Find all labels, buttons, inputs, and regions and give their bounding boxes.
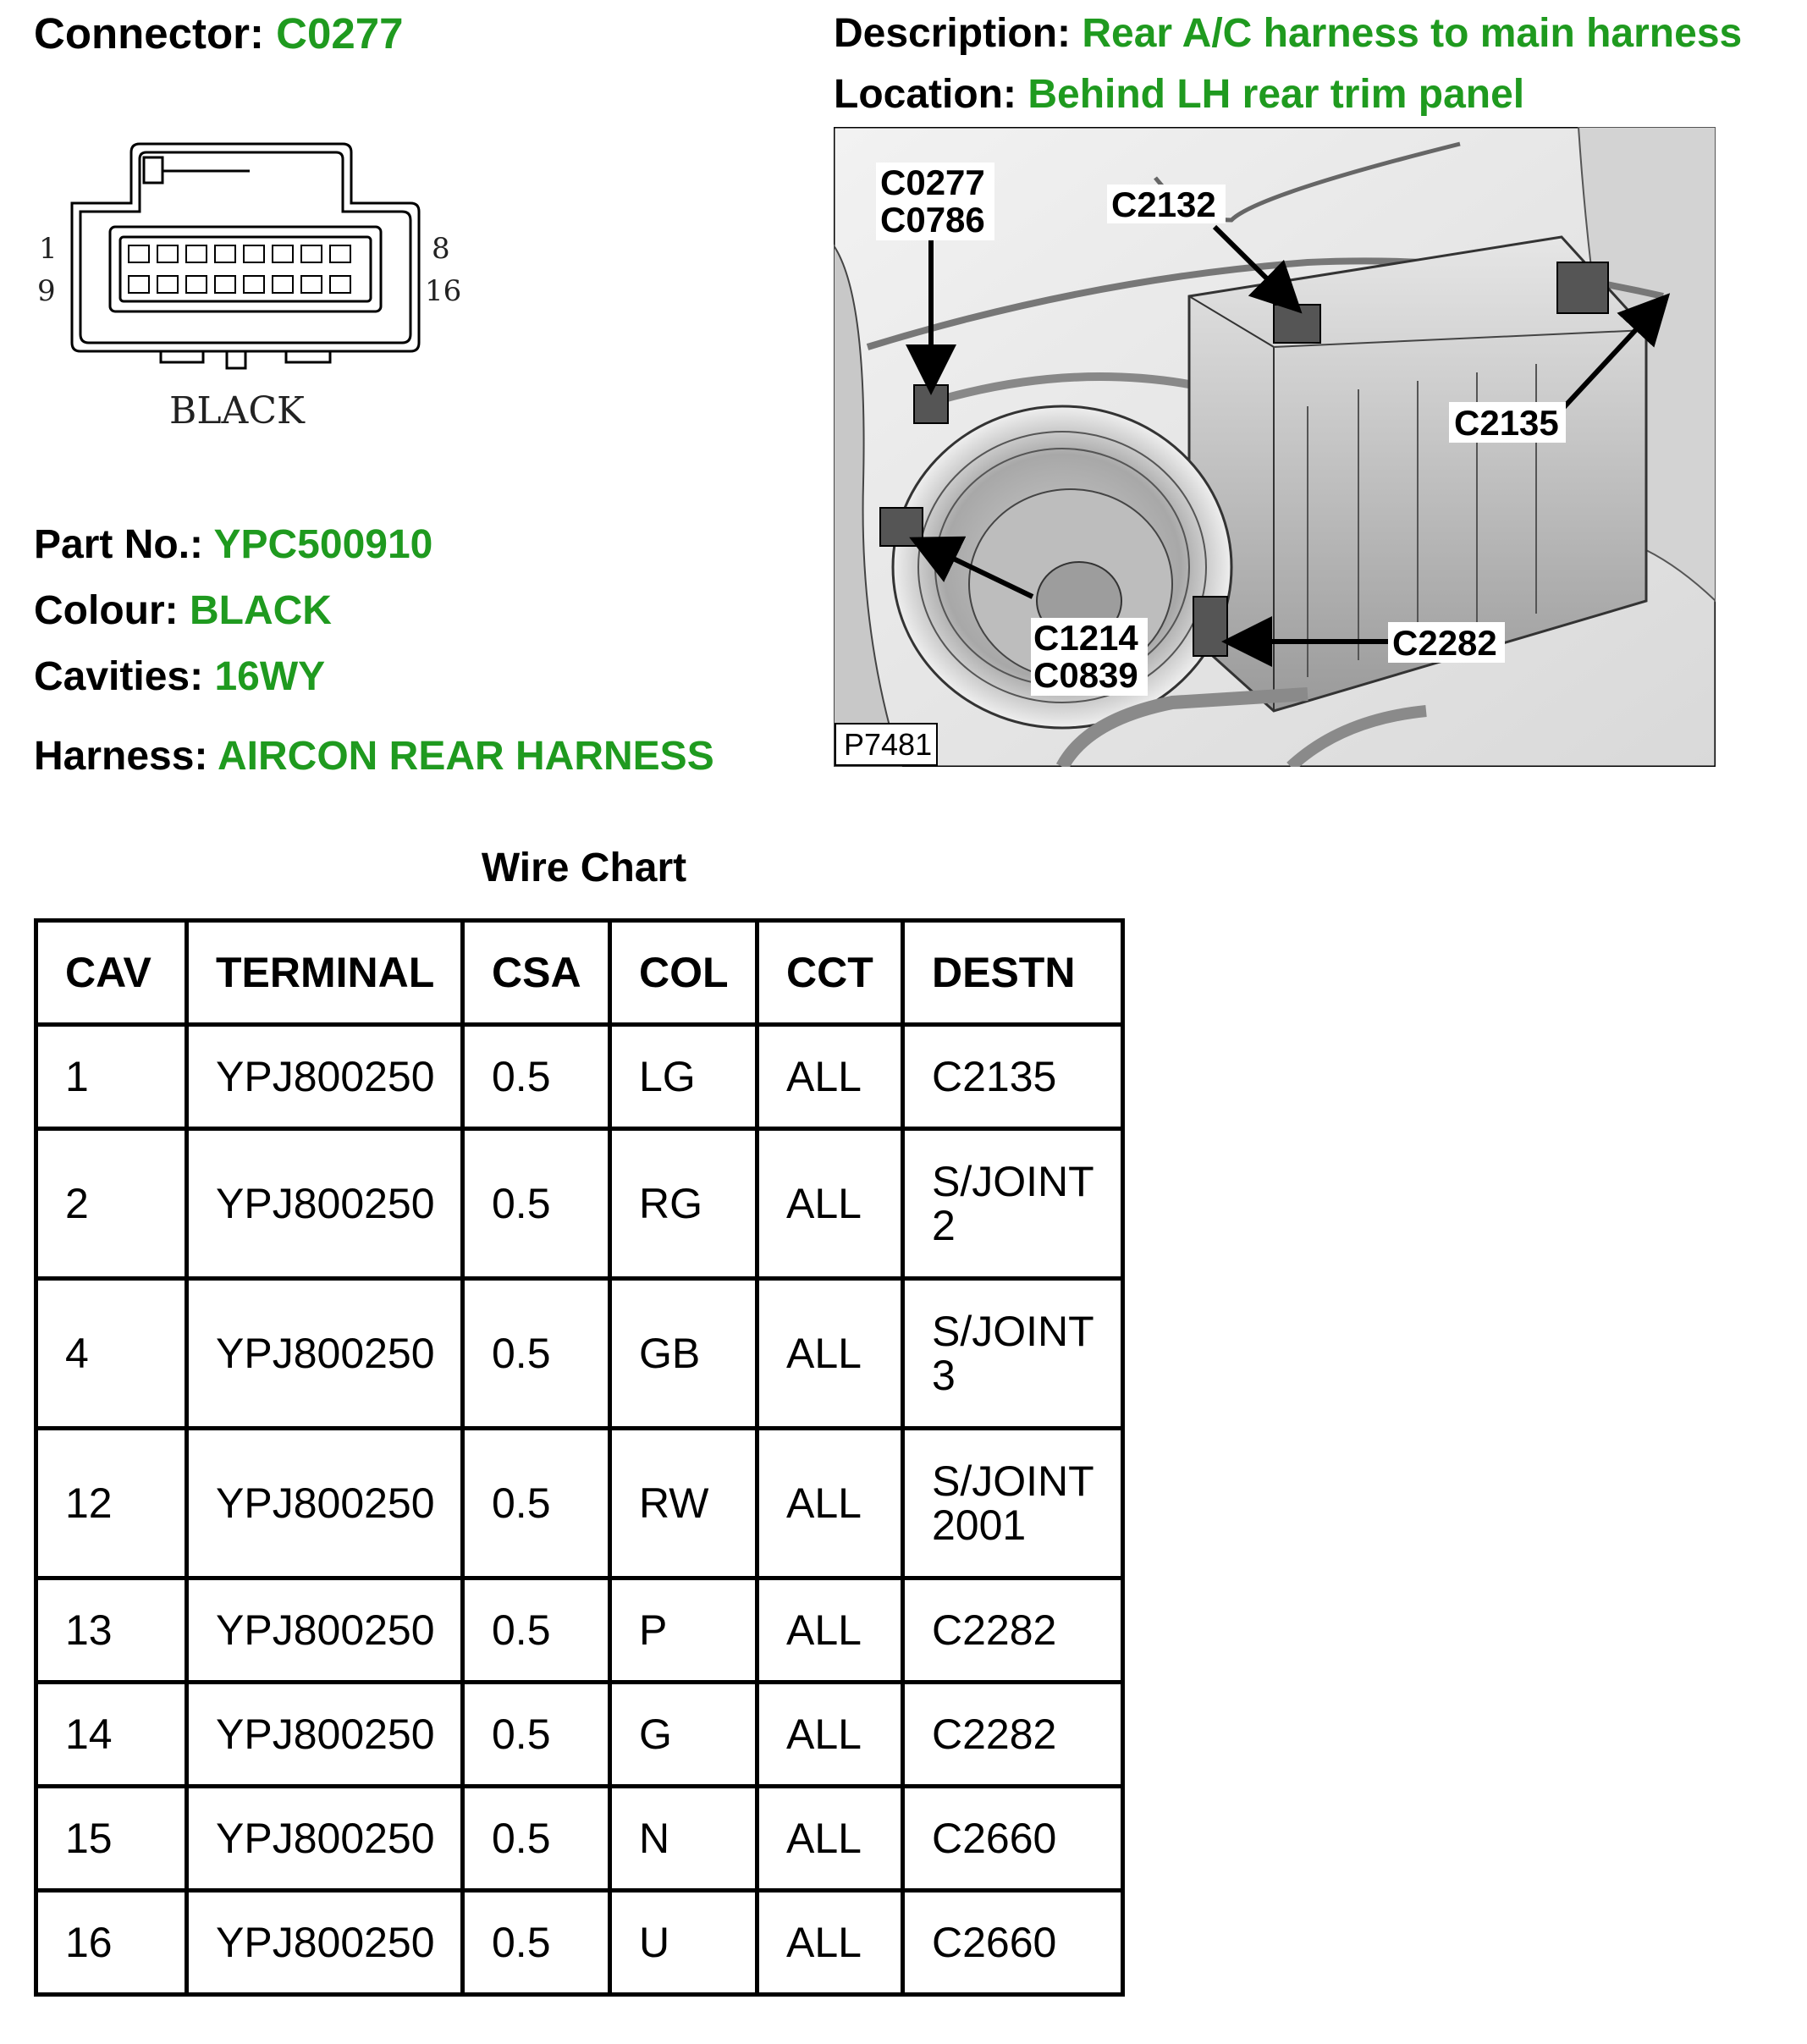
cell-col: N (610, 1787, 758, 1891)
cell-destn: C2282 (903, 1578, 1123, 1683)
cell-cct: ALL (758, 1025, 903, 1129)
callout-c2135: C2135 (1454, 403, 1559, 443)
cell-terminal: YPJ800250 (187, 1787, 463, 1891)
callout-c0786: C0786 (880, 200, 985, 240)
part-no-field (34, 522, 433, 567)
location-field (834, 74, 1524, 115)
cell-col: GB (610, 1279, 758, 1429)
colour-field (34, 588, 332, 633)
colour-value: BLACK (189, 588, 332, 633)
harness-label: Harness: (34, 734, 208, 779)
callout-c2132: C2132 (1111, 185, 1216, 224)
cavities-label: Cavities: (34, 654, 204, 699)
cell-terminal: YPJ800250 (187, 1683, 463, 1787)
cell-cct: ALL (758, 1129, 903, 1279)
cell-cav: 12 (36, 1429, 187, 1578)
cell-destn: S/JOINT 2001 (903, 1429, 1123, 1578)
pin-cavity-5 (244, 245, 264, 262)
cell-cct: ALL (758, 1683, 903, 1787)
cell-col: G (610, 1683, 758, 1787)
cell-col: RG (610, 1129, 758, 1279)
header-cct: CCT (758, 921, 903, 1025)
pin-label-16: 16 (425, 274, 462, 308)
table-row (36, 1129, 1123, 1279)
wire-chart-table (34, 918, 1125, 1997)
description-field (834, 11, 1743, 56)
table-row (36, 1683, 1123, 1787)
cell-csa: 0.5 (463, 1129, 610, 1279)
header-terminal: TERMINAL (187, 921, 463, 1025)
cell-terminal: YPJ800250 (187, 1429, 463, 1578)
cell-csa: 0.5 (463, 1787, 610, 1891)
description-value: Rear A/C harness to main harness (1082, 11, 1743, 56)
cell-cav: 16 (36, 1891, 187, 1995)
header-col: COL (610, 921, 758, 1025)
cell-csa: 0.5 (463, 1429, 610, 1578)
header-cav: CAV (36, 921, 187, 1025)
table-row (36, 1891, 1123, 1995)
diagram-colour-caption: BLACK (169, 389, 305, 432)
cavities-value: 16WY (214, 654, 326, 699)
location-photo (834, 127, 1716, 767)
pin-label-8: 8 (432, 232, 450, 266)
cell-cct: ALL (758, 1787, 903, 1891)
connector-face-diagram (34, 135, 474, 440)
pin-cavity-16 (330, 276, 350, 293)
harness-value: AIRCON REAR HARNESS (218, 734, 714, 779)
connector-value: C0277 (276, 9, 404, 58)
cell-col: U (610, 1891, 758, 1995)
pin-cavity-1 (129, 245, 149, 262)
table-row (36, 1578, 1123, 1683)
location-value: Behind LH rear trim panel (1027, 72, 1525, 117)
harness-field (34, 736, 714, 777)
cell-destn: C2660 (903, 1787, 1123, 1891)
cell-cav: 2 (36, 1129, 187, 1279)
cell-cct: ALL (758, 1891, 903, 1995)
pin-cavity-9 (129, 276, 149, 293)
callout-c1214: C1214 (1033, 618, 1138, 658)
cell-cav: 1 (36, 1025, 187, 1129)
cell-terminal: YPJ800250 (187, 1025, 463, 1129)
pin-cavity-13 (244, 276, 264, 293)
cell-terminal: YPJ800250 (187, 1279, 463, 1429)
cell-cav: 13 (36, 1578, 187, 1683)
callout-c2282: C2282 (1392, 623, 1497, 663)
colour-label: Colour: (34, 588, 179, 633)
cell-col: RW (610, 1429, 758, 1578)
connector-field (34, 9, 404, 58)
cell-csa: 0.5 (463, 1683, 610, 1787)
cell-destn: C2660 (903, 1891, 1123, 1995)
table-row (36, 1787, 1123, 1891)
cell-terminal: YPJ800250 (187, 1578, 463, 1683)
cell-terminal: YPJ800250 (187, 1891, 463, 1995)
table-row (36, 1025, 1123, 1129)
callout-c0839: C0839 (1033, 655, 1138, 695)
callout-c0277: C0277 (880, 163, 985, 202)
cell-cct: ALL (758, 1578, 903, 1683)
cell-col: P (610, 1578, 758, 1683)
pin-cavity-12 (215, 276, 235, 293)
cell-destn: C2282 (903, 1683, 1123, 1787)
pin-cavity-11 (186, 276, 207, 293)
cell-csa: 0.5 (463, 1279, 610, 1429)
connector-label: Connector: (34, 9, 264, 58)
pin-cavity-14 (273, 276, 293, 293)
pin-label-9: 9 (37, 274, 56, 308)
cell-csa: 0.5 (463, 1025, 610, 1129)
cell-cav: 4 (36, 1279, 187, 1429)
pin-cavity-7 (301, 245, 322, 262)
header-destn: DESTN (903, 921, 1123, 1025)
pin-cavity-2 (157, 245, 178, 262)
wire-chart-header-row (36, 921, 1123, 1025)
part-no-label: Part No.: (34, 522, 204, 567)
pin-cavity-6 (273, 245, 293, 262)
cell-csa: 0.5 (463, 1891, 610, 1995)
pin-cavity-4 (215, 245, 235, 262)
cell-cct: ALL (758, 1429, 903, 1578)
cell-cav: 14 (36, 1683, 187, 1787)
pin-label-1: 1 (39, 232, 58, 266)
cell-col: LG (610, 1025, 758, 1129)
cavities-field (34, 654, 326, 699)
pin-cavity-10 (157, 276, 178, 293)
table-row (36, 1279, 1123, 1429)
description-label: Description: (834, 11, 1072, 56)
cell-destn: S/JOINT 3 (903, 1279, 1123, 1429)
pin-cavity-8 (330, 245, 350, 262)
photo-reference: P7481 (844, 727, 933, 762)
part-no-value: YPC500910 (213, 522, 433, 567)
cell-cav: 15 (36, 1787, 187, 1891)
cell-cct: ALL (758, 1279, 903, 1429)
cell-destn: S/JOINT 2 (903, 1129, 1123, 1279)
table-row (36, 1429, 1123, 1578)
pin-cavity-3 (186, 245, 207, 262)
cell-csa: 0.5 (463, 1578, 610, 1683)
cell-terminal: YPJ800250 (187, 1129, 463, 1279)
header-csa: CSA (463, 921, 610, 1025)
location-label: Location: (834, 72, 1016, 117)
wire-chart-title: Wire Chart (481, 846, 687, 890)
cell-destn: C2135 (903, 1025, 1123, 1129)
pin-cavity-15 (301, 276, 322, 293)
